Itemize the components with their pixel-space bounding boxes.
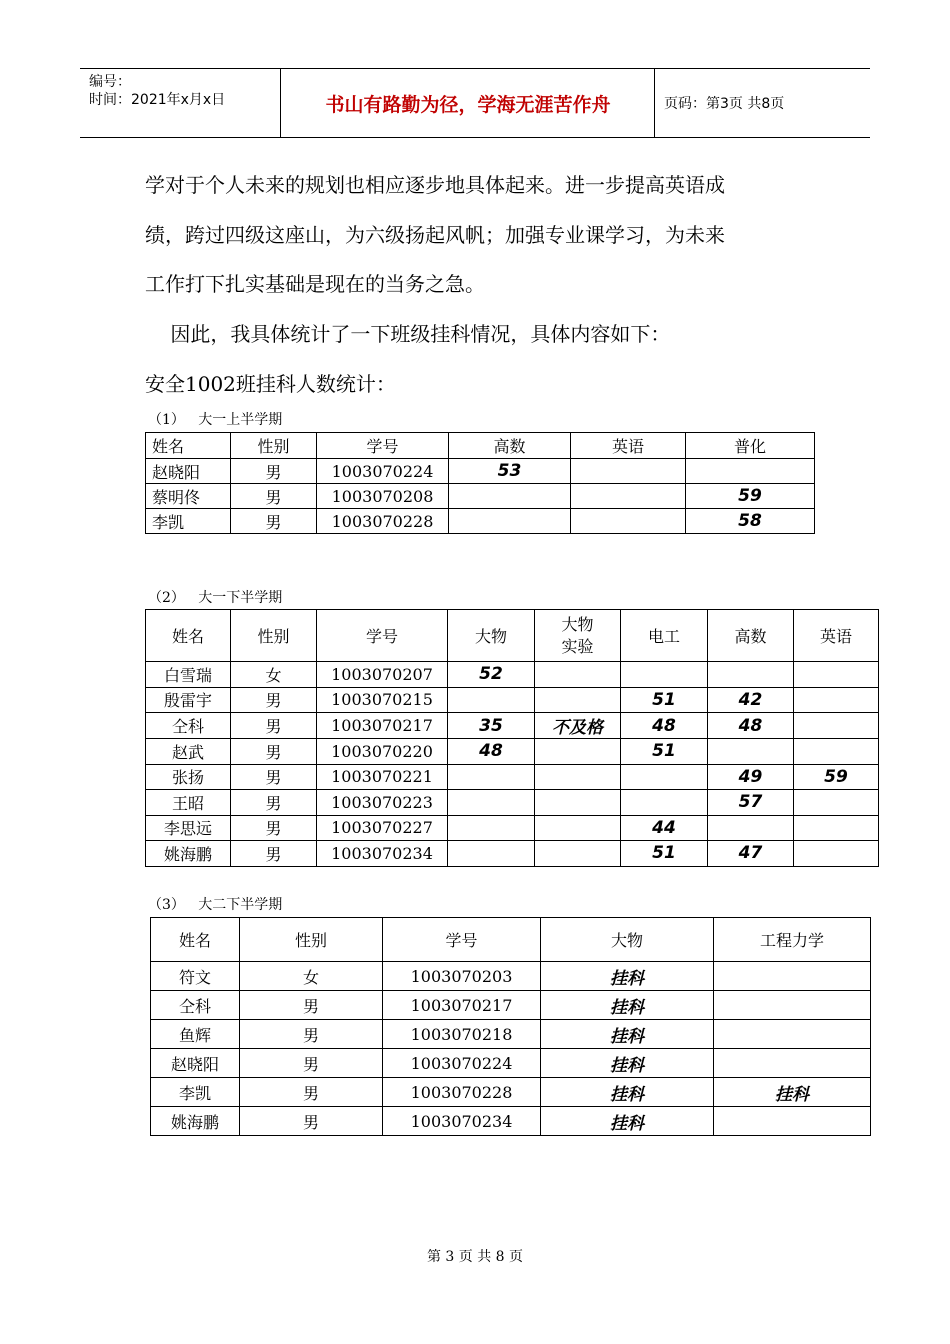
gender-cell: 男 <box>231 790 317 816</box>
table-row <box>146 764 879 790</box>
score-cell <box>448 764 535 790</box>
score-cell: 挂科 <box>541 991 714 1020</box>
student-id-cell: 1003070207 <box>317 662 448 688</box>
table-row <box>146 790 879 816</box>
student-name-cell: 张扬 <box>146 764 231 790</box>
score-cell: 35 <box>448 713 535 739</box>
score-cell <box>714 1049 871 1078</box>
body-line-2: 绩，跨过四级这座山，为六级扬起风帆；加强专业课学习，为未来 <box>145 223 725 247</box>
score-cell <box>708 815 794 841</box>
score-cell <box>449 509 571 534</box>
column-header: 大物实验 <box>535 610 621 662</box>
score-cell: 59 <box>794 764 879 790</box>
score-cell: 49 <box>708 764 794 790</box>
score-cell: 48 <box>448 739 535 765</box>
score-cell: 51 <box>621 841 708 867</box>
score-cell: 52 <box>448 662 535 688</box>
student-name-cell: 殷雷宇 <box>146 687 231 713</box>
score-cell: 不及格 <box>535 713 621 739</box>
score-cell: 挂科 <box>541 1107 714 1136</box>
student-name-cell: 仝科 <box>151 991 240 1020</box>
table-row <box>146 815 879 841</box>
table-3-fail-stats <box>150 917 871 1136</box>
gender-cell: 男 <box>231 764 317 790</box>
student-name-cell: 赵武 <box>146 739 231 765</box>
table-2-caption: （2） 大一下半学期 <box>148 590 283 606</box>
student-name-cell: 赵晓阳 <box>146 459 231 484</box>
student-id-cell: 1003070215 <box>317 687 448 713</box>
student-id-cell: 1003070217 <box>383 991 541 1020</box>
page-footer: 第 3 页 共 8 页 <box>426 1249 524 1265</box>
score-cell <box>621 764 708 790</box>
gender-cell: 男 <box>231 509 317 534</box>
table-row <box>146 662 879 688</box>
column-header: 高数 <box>708 610 794 662</box>
column-header: 性别 <box>231 433 317 459</box>
score-cell <box>708 662 794 688</box>
student-id-cell: 1003070227 <box>317 815 448 841</box>
score-cell <box>571 484 686 509</box>
gender-cell: 女 <box>240 962 383 991</box>
student-name-cell: 蔡明佟 <box>146 484 231 509</box>
student-id-cell: 1003070221 <box>317 764 448 790</box>
score-cell <box>794 790 879 816</box>
header-info-cell <box>80 69 281 137</box>
column-header: 大物 <box>541 918 714 962</box>
section-title: 安全1002班挂科人数统计： <box>145 372 396 396</box>
student-name-cell: 李思远 <box>146 815 231 841</box>
score-cell <box>535 764 621 790</box>
table-row <box>151 1049 871 1078</box>
score-cell <box>794 841 879 867</box>
header-row <box>151 918 871 962</box>
score-cell <box>714 962 871 991</box>
table-3-caption: （3） 大二下半学期 <box>148 897 283 913</box>
score-cell: 48 <box>621 713 708 739</box>
header-row <box>146 610 879 662</box>
student-name-cell: 鱼辉 <box>151 1020 240 1049</box>
gender-cell: 男 <box>231 739 317 765</box>
score-cell <box>714 991 871 1020</box>
page-header <box>80 68 870 138</box>
student-id-cell: 1003070203 <box>383 962 541 991</box>
student-id-cell: 1003070228 <box>317 509 449 534</box>
gender-cell: 男 <box>231 687 317 713</box>
student-id-cell: 1003070217 <box>317 713 448 739</box>
column-header: 姓名 <box>146 433 231 459</box>
column-header: 姓名 <box>146 610 231 662</box>
table-row <box>146 484 815 509</box>
column-header: 学号 <box>317 610 448 662</box>
table-1-fail-stats <box>145 432 815 534</box>
header-page-info: 页码：第3页 共8页 <box>664 96 785 112</box>
student-name-cell: 姚海鹏 <box>146 841 231 867</box>
student-name-cell: 符文 <box>151 962 240 991</box>
table-row <box>146 841 879 867</box>
score-cell: 57 <box>708 790 794 816</box>
column-header: 大物 <box>448 610 535 662</box>
gender-cell: 男 <box>231 459 317 484</box>
score-cell <box>708 739 794 765</box>
column-header: 英语 <box>794 610 879 662</box>
score-cell <box>449 484 571 509</box>
score-cell <box>794 662 879 688</box>
column-header: 电工 <box>621 610 708 662</box>
score-cell <box>535 687 621 713</box>
score-cell <box>448 841 535 867</box>
score-cell: 挂科 <box>541 1049 714 1078</box>
student-id-cell: 1003070223 <box>317 790 448 816</box>
score-cell <box>535 841 621 867</box>
table-row <box>146 509 815 534</box>
score-cell <box>714 1107 871 1136</box>
score-cell <box>794 713 879 739</box>
score-cell <box>571 509 686 534</box>
score-cell <box>535 739 621 765</box>
table-1-caption: （1） 大一上半学期 <box>148 412 283 428</box>
student-name-cell: 李凯 <box>146 509 231 534</box>
student-name-cell: 白雪瑞 <box>146 662 231 688</box>
student-id-cell: 1003070224 <box>317 459 449 484</box>
gender-cell: 男 <box>231 841 317 867</box>
score-cell: 44 <box>621 815 708 841</box>
student-name-cell: 李凯 <box>151 1078 240 1107</box>
student-id-cell: 1003070218 <box>383 1020 541 1049</box>
document-number-label: 编号： <box>89 74 131 90</box>
score-cell <box>686 459 815 484</box>
gender-cell: 男 <box>240 1020 383 1049</box>
header-row <box>146 433 815 459</box>
gender-cell: 男 <box>240 1078 383 1107</box>
student-id-cell: 1003070224 <box>383 1049 541 1078</box>
student-name-cell: 王昭 <box>146 790 231 816</box>
score-cell <box>448 815 535 841</box>
student-name-cell: 姚海鹏 <box>151 1107 240 1136</box>
score-cell <box>794 815 879 841</box>
score-cell <box>571 459 686 484</box>
gender-cell: 男 <box>231 484 317 509</box>
column-header: 学号 <box>383 918 541 962</box>
score-cell: 53 <box>449 459 571 484</box>
table-row <box>146 687 879 713</box>
student-id-cell: 1003070234 <box>383 1107 541 1136</box>
header-motto: 书山有路勤为径，学海无涯苦作舟 <box>282 69 655 137</box>
column-header: 姓名 <box>151 918 240 962</box>
score-cell: 挂科 <box>541 1020 714 1049</box>
table-row <box>146 713 879 739</box>
gender-cell: 女 <box>231 662 317 688</box>
table-row <box>151 1107 871 1136</box>
gender-cell: 男 <box>240 1107 383 1136</box>
score-cell: 42 <box>708 687 794 713</box>
score-cell <box>448 687 535 713</box>
column-header: 高数 <box>449 433 571 459</box>
score-cell: 47 <box>708 841 794 867</box>
score-cell <box>621 790 708 816</box>
table-row <box>146 739 879 765</box>
score-cell: 挂科 <box>541 962 714 991</box>
column-header: 普化 <box>686 433 815 459</box>
student-id-cell: 1003070220 <box>317 739 448 765</box>
student-name-cell: 仝科 <box>146 713 231 739</box>
score-cell: 59 <box>686 484 815 509</box>
table-row <box>151 1020 871 1049</box>
gender-cell: 男 <box>231 815 317 841</box>
table-row <box>151 991 871 1020</box>
column-header: 学号 <box>317 433 449 459</box>
document-time-label: 时间：2021年x月x日 <box>89 92 226 108</box>
score-cell: 48 <box>708 713 794 739</box>
student-id-cell: 1003070228 <box>383 1078 541 1107</box>
score-cell: 51 <box>621 739 708 765</box>
table-2-fail-stats <box>145 609 879 867</box>
gender-cell: 男 <box>231 713 317 739</box>
score-cell <box>621 662 708 688</box>
student-id-cell: 1003070208 <box>317 484 449 509</box>
score-cell <box>794 739 879 765</box>
score-cell <box>535 815 621 841</box>
student-name-cell: 赵晓阳 <box>151 1049 240 1078</box>
score-cell <box>448 790 535 816</box>
column-header: 性别 <box>240 918 383 962</box>
column-header: 性别 <box>231 610 317 662</box>
gender-cell: 男 <box>240 991 383 1020</box>
score-cell: 51 <box>621 687 708 713</box>
score-cell <box>535 662 621 688</box>
student-id-cell: 1003070234 <box>317 841 448 867</box>
score-cell: 58 <box>686 509 815 534</box>
score-cell: 挂科 <box>714 1078 871 1107</box>
score-cell <box>714 1020 871 1049</box>
score-cell: 挂科 <box>541 1078 714 1107</box>
column-header: 英语 <box>571 433 686 459</box>
body-line-1: 学对于个人未来的规划也相应逐步地具体起来。进一步提高英语成 <box>145 173 725 197</box>
score-cell <box>535 790 621 816</box>
gender-cell: 男 <box>240 1049 383 1078</box>
body-line-3: 工作打下扎实基础是现在的当务之急。 <box>145 272 485 296</box>
column-header: 工程力学 <box>714 918 871 962</box>
table-row <box>151 962 871 991</box>
body-line-4: 因此，我具体统计了一下班级挂科情况，具体内容如下： <box>145 322 671 346</box>
table-row <box>151 1078 871 1107</box>
score-cell <box>794 687 879 713</box>
table-row <box>146 459 815 484</box>
